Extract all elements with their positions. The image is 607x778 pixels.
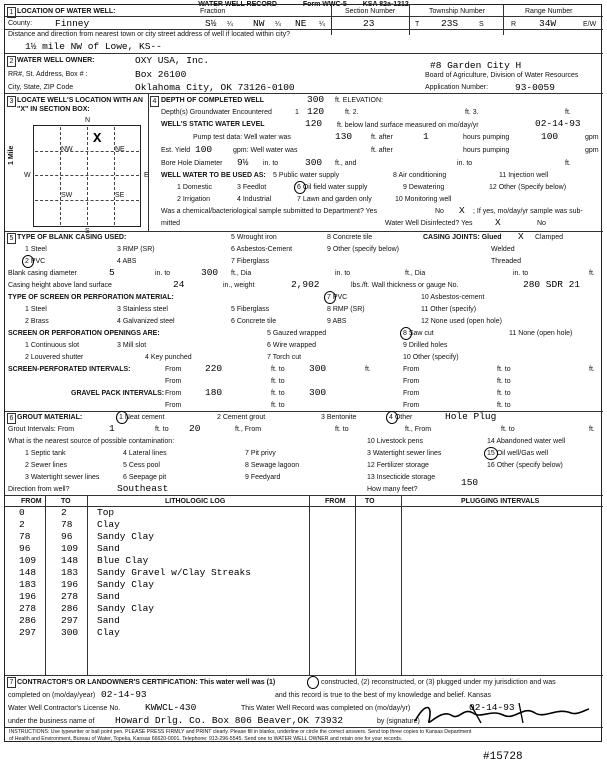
section-7-number: 7 xyxy=(7,677,16,688)
gw-ft-end: ft. xyxy=(565,109,571,116)
diam-in-to2: in. to xyxy=(513,270,529,277)
litho-to: 286 xyxy=(61,603,79,614)
grout-ft-end: ft. xyxy=(589,426,595,433)
section-3-number: 3 xyxy=(7,96,16,107)
litho-description: Clay xyxy=(97,627,120,638)
grout-ft-from: ft., From xyxy=(235,426,262,433)
casing-4: 4 ABS xyxy=(117,258,137,265)
perf-ft-to: ft. to xyxy=(271,366,285,373)
open-1: 1 Continuous slot xyxy=(25,342,80,349)
grout-4-circle xyxy=(386,411,398,424)
grout-from: 1 xyxy=(109,423,115,434)
weight-tail: lbs./ft. Wall thickness or gauge No. xyxy=(351,282,459,289)
table-row xyxy=(5,555,603,566)
document-number: #15728 xyxy=(483,751,523,763)
screen-7-circle xyxy=(324,291,336,304)
quad-nw: NW xyxy=(61,146,73,153)
litho-to: 148 xyxy=(61,555,79,566)
perf-from2-label: From xyxy=(403,366,420,373)
screen-1: 1 Steel xyxy=(25,306,47,313)
contam-8: 8 Sewage lagoon xyxy=(245,462,300,469)
use-4: 4 Industrial xyxy=(237,196,272,203)
use-9: 9 Dewatering xyxy=(403,184,445,191)
quad-ne: NE xyxy=(115,146,125,153)
height-label: Casing height above land surface xyxy=(8,282,112,289)
cert-line3a: Water Well Contractor's License No. xyxy=(8,705,121,712)
table-row xyxy=(5,579,603,590)
openings-label: SCREEN OR PERFORATION OPENINGS ARE: xyxy=(8,330,160,337)
litho-to: 2 xyxy=(61,507,67,518)
static-value: 120 xyxy=(305,118,323,129)
constructed-circle xyxy=(307,676,319,689)
gw-ft2: ft. 2. xyxy=(345,109,359,116)
use-6: 6 Oil field water supply xyxy=(297,184,368,191)
gauge-value: 280 SDR 21 xyxy=(523,279,581,290)
litho-to: 300 xyxy=(61,627,79,638)
litho-from: 96 xyxy=(19,543,31,554)
cert-line4a: under the business name of xyxy=(8,718,95,725)
use-12: 12 Other (Specify below) xyxy=(489,184,567,191)
perf-to: 300 xyxy=(309,363,327,374)
disinfect-x: X xyxy=(495,217,501,228)
well-name: #8 Garden City H xyxy=(430,60,522,71)
contam-12: 12 Fertilizer storage xyxy=(367,462,429,469)
open-5: 5 Gauzed wrapped xyxy=(267,330,327,337)
casing-6: 6 Asbestos-Cement xyxy=(231,246,293,253)
bore-in2: in. to xyxy=(457,160,473,167)
contam-4: 4 Lateral lines xyxy=(123,450,167,457)
yield-ft-after: ft. after xyxy=(371,147,393,154)
litho-from-header: FROM xyxy=(21,498,42,505)
litho-description: Sand xyxy=(97,543,120,554)
bore-value: 9½ xyxy=(237,157,249,168)
screen-3: 3 Stainless steel xyxy=(117,306,168,313)
pump-hours: 1 xyxy=(423,131,429,142)
mile-label: 1 Mile xyxy=(8,145,15,165)
chem-tail: ; If yes, mo/day/yr sample was sub- xyxy=(473,208,583,215)
owner-address: Box 26100 xyxy=(135,69,187,80)
compass-e: E xyxy=(144,172,149,179)
litho-from: 297 xyxy=(19,627,37,638)
screen-2: 2 Brass xyxy=(25,318,49,325)
grout-ft-to2: ft. to xyxy=(335,426,349,433)
height-value: 24 xyxy=(173,279,185,290)
owner-label: WATER WELL OWNER: xyxy=(17,57,95,64)
quarter-3: NE xyxy=(295,18,307,29)
litho-from: 286 xyxy=(19,615,37,626)
perf-from4-label: From xyxy=(403,378,420,385)
township-value: 23S xyxy=(441,18,459,29)
litho-from: 196 xyxy=(19,591,37,602)
distance-value: 1½ mile NW of Lowe, KS-- xyxy=(25,41,162,52)
perf-from3-label: From xyxy=(165,378,182,385)
use-6-circle xyxy=(294,181,306,194)
perf-ft-to3: ft. to xyxy=(271,378,285,385)
casing-8: 8 Concrete tile xyxy=(327,234,373,241)
litho-from: 78 xyxy=(19,531,31,542)
table-row xyxy=(5,615,603,626)
depth-label: DEPTH OF COMPLETED WELL xyxy=(161,97,265,104)
fraction-label: Fraction xyxy=(200,8,226,15)
screen-5: 5 Fiberglass xyxy=(231,306,270,313)
contam-15-circle xyxy=(484,447,498,460)
business-name: Howard Drlg. Co. Box 806 Beaver,OK 73932 xyxy=(115,715,344,726)
use-3: 3 Feedlot xyxy=(237,184,267,191)
joints-threaded: Threaded xyxy=(491,258,521,265)
well-location-x: X xyxy=(93,131,102,147)
yield-hours: hours pumping xyxy=(463,147,510,154)
perf-ft: ft. xyxy=(365,366,371,373)
bore-to: 300 xyxy=(305,157,323,168)
range-ew: E/W xyxy=(583,21,597,28)
open-8: 8 Saw cut xyxy=(403,330,434,337)
cert-line1a: CONTRACTOR'S OR LANDOWNER'S CERTIFICATION: This water well was (1) xyxy=(17,679,276,686)
gravel-to: 300 xyxy=(309,387,327,398)
contam-7: 7 Pit privy xyxy=(245,450,276,457)
use-10: 10 Monitoring well xyxy=(395,196,452,203)
perf-ft-to2: ft. to xyxy=(497,366,511,373)
rr-label: RR#, St. Address, Box # : xyxy=(8,71,88,78)
grout-2: 2 Cement grout xyxy=(217,414,266,421)
open-6: 6 Wire wrapped xyxy=(267,342,317,349)
screen-9: 9 ABS xyxy=(327,318,347,325)
bore-ft2: ft. xyxy=(565,160,571,167)
table-row xyxy=(5,543,603,554)
perf-from: 220 xyxy=(205,363,223,374)
joints-clamped: Clamped xyxy=(535,234,564,241)
direction-label: Direction from well? xyxy=(8,486,70,493)
joints-x: X xyxy=(518,231,524,242)
plug-header: PLUGGING INTERVALS xyxy=(461,498,540,505)
screen-label: TYPE OF SCREEN OR PERFORATION MATERIAL: xyxy=(8,294,174,301)
direction-value: Southeast xyxy=(117,483,169,494)
open-8-circle xyxy=(400,327,412,340)
litho-to: 196 xyxy=(61,579,79,590)
gravel-from4-label: From xyxy=(403,402,420,409)
pump-gpm: 100 xyxy=(541,131,559,142)
static-date: 02-14-93 xyxy=(535,118,581,129)
litho-description: Sand xyxy=(97,591,120,602)
grout-3: 3 Bentonite xyxy=(321,414,357,421)
grout-1-circle xyxy=(116,411,128,424)
section-5-number: 5 xyxy=(7,233,16,244)
use-label: WELL WATER TO BE USED AS: xyxy=(161,172,266,179)
casing-1: 1 Steel xyxy=(25,246,47,253)
cert-line3b: This Water Well Record was completed on (mo/day/yr) xyxy=(241,705,411,712)
yield-gpm2: gpm xyxy=(585,147,599,154)
gravel-label: GRAVEL PACK INTERVALS: xyxy=(71,390,165,397)
section-1-number: 1 xyxy=(7,7,16,18)
open-4: 4 Key punched xyxy=(145,354,192,361)
grout-ft-to3: ft. to xyxy=(501,426,515,433)
quad-sw: SW xyxy=(61,192,73,199)
table-row xyxy=(5,603,603,614)
use-5: 5 Public water supply xyxy=(273,172,340,179)
litho-to-header: TO xyxy=(61,498,71,505)
yield-label: Est. Yield xyxy=(161,147,191,154)
gravel-from3-label: From xyxy=(165,402,182,409)
gw-1-value: 120 xyxy=(307,106,325,117)
joints-welded: Welded xyxy=(491,246,515,253)
grout-ft-from2: ft., From xyxy=(405,426,432,433)
app-number: 93-0059 xyxy=(515,82,555,93)
screen-8: 8 RMP (SR) xyxy=(327,306,365,313)
gravel-from2-label: From xyxy=(403,390,420,397)
litho-description: Top xyxy=(97,507,115,518)
chem-no: No xyxy=(435,208,444,215)
litho-to: 96 xyxy=(61,531,73,542)
screen-12: 12 None used (open hole) xyxy=(421,318,502,325)
litho-to: 183 xyxy=(61,567,79,578)
diam-ft-end: ft. xyxy=(589,270,595,277)
screen-11: 11 Other (specify) xyxy=(421,306,477,313)
cert-line1b: constructed, (2) reconstructed, or (3) plugged under my jurisdiction and was xyxy=(321,679,556,686)
range-label: Range Number xyxy=(525,8,573,15)
range-value: 34W xyxy=(539,18,557,29)
chem-label: Was a chemical/bacteriological sample submitted to Department? Yes xyxy=(161,208,378,215)
instructions-line2: of Health and Environment, Bureau of Water, Topeka, Kansas 66620-0001. Telephone: 913-296-5545. Send one to WATER WELL OWNER and retain one for your records. xyxy=(9,736,403,742)
quarter-1: S½ xyxy=(205,18,217,29)
screen-6: 6 Concrete tile xyxy=(231,318,277,325)
contam-15: 15 Oil well/Gas well xyxy=(487,450,549,457)
use-7: 7 Lawn and garden only xyxy=(297,196,372,203)
open-2: 2 Louvered shutter xyxy=(25,354,84,361)
bore-in: in. to xyxy=(263,160,279,167)
county-label: County: xyxy=(8,20,33,27)
litho-from: 278 xyxy=(19,603,37,614)
joints-label: CASING JOINTS: Glued xyxy=(423,234,502,241)
contam-2: 2 Sewer lines xyxy=(25,462,68,469)
location-label: LOCATION OF WATER WELL: xyxy=(17,8,116,15)
open-7: 7 Torch cut xyxy=(267,354,302,361)
gw-1: 1 xyxy=(295,109,299,116)
county-value: Finney xyxy=(55,18,90,29)
section-4-number: 4 xyxy=(150,96,159,107)
compass-s: S xyxy=(85,228,90,235)
table-row xyxy=(5,519,603,530)
table-row xyxy=(5,507,603,518)
diam-label: Blank casing diameter xyxy=(8,270,77,277)
section-number-label: Section Number xyxy=(345,8,396,15)
gravel-ft-to3: ft. to xyxy=(271,402,285,409)
water-well-form xyxy=(4,4,602,742)
form-title: WATER WELL RECORD xyxy=(198,1,277,8)
weight-value: 2,902 xyxy=(291,279,320,290)
diam-ft-dia: ft., Dia xyxy=(405,270,426,277)
grout-int-label: Grout Intervals: From xyxy=(8,426,75,433)
perf-label: SCREEN-PERFORATED INTERVALS: xyxy=(8,366,131,373)
distance-label: Distance and direction from nearest town or city street address of well if located within city? xyxy=(8,31,291,38)
litho-from: 2 xyxy=(19,519,25,530)
height-in: in., weight xyxy=(223,282,255,289)
litho-description: Sandy Clay xyxy=(97,531,155,542)
depth-value: 300 xyxy=(307,94,325,105)
township-label: Township Number xyxy=(429,8,486,15)
diam-value: 5 xyxy=(109,267,115,278)
quarter-2: NW xyxy=(253,18,265,29)
pump-gpm-label: gpm xyxy=(585,134,599,141)
table-row xyxy=(5,567,603,578)
static-label: WELL'S STATIC WATER LEVEL xyxy=(161,121,265,128)
compass-w: W xyxy=(24,172,31,179)
elevation-label: ft. ELEVATION: xyxy=(335,97,383,104)
perf-from-label: From xyxy=(165,366,182,373)
diam-in: in. to xyxy=(155,270,171,277)
contam-11: 3 Watertight sewer lines xyxy=(367,450,442,457)
litho-description: Sandy Gravel w/Clay Streaks xyxy=(97,567,251,578)
diam-to: 300 xyxy=(201,267,219,278)
gravel-ft-to: ft. to xyxy=(271,390,285,397)
cert-line4b: by (signature) xyxy=(377,718,420,725)
compass-n: N xyxy=(85,117,91,124)
city-label: City, State, ZIP Code xyxy=(8,84,74,91)
bore-label: Bore Hole Diameter xyxy=(161,160,223,167)
locate-label: LOCATE WELL'S LOCATION WITH AN "X" IN SECTION BOX: xyxy=(17,97,143,113)
pump-label: Pump test data: Well water was xyxy=(193,134,291,141)
screen-10: 10 Asbestos-cement xyxy=(421,294,485,301)
grout-4: 4 Other xyxy=(389,414,413,421)
perf-ft2: ft. xyxy=(589,366,595,373)
gravel-ft-to2: ft. to xyxy=(497,390,511,397)
diam-ft: ft., Dia xyxy=(231,270,252,277)
litho-from: 183 xyxy=(19,579,37,590)
open-3: 3 Mill slot xyxy=(117,342,147,349)
signature xyxy=(411,701,591,727)
pump-ww: 130 xyxy=(335,131,353,142)
use-11: 11 Injection well xyxy=(499,172,549,179)
litho-from: 109 xyxy=(19,555,37,566)
chem-x: X xyxy=(459,205,465,216)
casing-3: 3 RMP (SR) xyxy=(117,246,155,253)
grout-1: 1 Neat cement xyxy=(119,414,165,421)
contam-3: 3 Watertight sewer lines xyxy=(25,474,100,481)
diam-in-to: in. to xyxy=(335,270,351,277)
contam-10: 10 Livestock pens xyxy=(367,438,424,445)
contam-6: 6 Seepage pit xyxy=(123,474,167,481)
cert-line2a: completed on (mo/day/year) xyxy=(8,692,96,699)
open-10: 10 Other (specify) xyxy=(403,354,459,361)
table-row xyxy=(5,531,603,542)
contam-5: 5 Cess pool xyxy=(123,462,160,469)
casing-9: 9 Other (specify below) xyxy=(327,246,399,253)
casing-label: TYPE OF BLANK CASING USED: xyxy=(17,234,127,241)
litho-to: 297 xyxy=(61,615,79,626)
use-2: 2 Irrigation xyxy=(177,196,211,203)
screen-4: 4 Galvanized steel xyxy=(117,318,175,325)
gw-ft3: ft. 3. xyxy=(465,109,479,116)
grout-ft-to: ft. to xyxy=(155,426,169,433)
litho-to: 109 xyxy=(61,543,79,554)
board-label: Board of Agriculture, Division of Water Resources xyxy=(425,72,579,79)
use-8: 8 Air conditioning xyxy=(393,172,447,179)
contam-16: 16 Other (specify below) xyxy=(487,462,563,469)
static-tail: ft. below land surface measured on mo/day/yr xyxy=(337,122,479,129)
pump-hours-label: hours pumping xyxy=(463,134,510,141)
how-many-value: 150 xyxy=(461,477,479,488)
range-r: R xyxy=(511,21,517,28)
casing-5: 5 Wrought iron xyxy=(231,234,277,241)
contam-13: 13 Insecticide storage xyxy=(367,474,436,481)
quad-se: SE xyxy=(115,192,125,199)
litho-description: Blue Clay xyxy=(97,555,149,566)
how-many-label: How many feet? xyxy=(367,486,418,493)
perf-ft-to4: ft. to xyxy=(497,378,511,385)
litho-from: 0 xyxy=(19,507,25,518)
contam-1: 1 Septic tank xyxy=(25,450,66,457)
casing-7: 7 Fiberglass xyxy=(231,258,270,265)
litho-description: Sandy Clay xyxy=(97,603,155,614)
grout-label: GROUT MATERIAL: xyxy=(17,414,83,421)
litho-description: Sandy Clay xyxy=(97,579,155,590)
gravel-from-label: From xyxy=(165,390,182,397)
grout-to: 20 xyxy=(189,423,201,434)
litho-from: 148 xyxy=(19,567,37,578)
yield-gpm: gpm: Well water was xyxy=(233,147,298,154)
chem-mitted: mitted xyxy=(161,220,181,227)
app-label: Application Number: xyxy=(425,84,489,91)
contam-9: 9 Feedyard xyxy=(245,474,281,481)
completed-date: 02-14-93 xyxy=(101,689,147,700)
plug-from-header: FROM xyxy=(325,498,346,505)
quarter-sym-3: ¼ xyxy=(319,21,325,28)
screen-7: 7 PVC xyxy=(327,294,348,301)
litho-log-header: LITHOLOGIC LOG xyxy=(165,498,226,505)
license-number: KWWCL-430 xyxy=(145,702,197,713)
litho-description: Clay xyxy=(97,519,120,530)
quarter-sym-2: ¼ xyxy=(275,21,281,28)
record-date: 02-14-93 xyxy=(469,702,515,713)
litho-to: 278 xyxy=(61,591,79,602)
section-value: 23 xyxy=(363,18,375,29)
gravel-from: 180 xyxy=(205,387,223,398)
pump-ft-after: ft. after xyxy=(371,134,393,141)
quarter-sym-1: ¼ xyxy=(227,21,233,28)
litho-description: Sand xyxy=(97,615,120,626)
ksa-number: KSA 82a-1212 xyxy=(362,1,409,8)
grout-other: Hole Plug xyxy=(445,411,497,422)
cert-line2b: and this record is true to the best of my knowledge and belief. Kansas xyxy=(275,692,491,699)
casing-2: 2 PVC xyxy=(25,258,46,265)
disinfect-no: No xyxy=(537,220,546,227)
casing-2-circle xyxy=(22,255,34,268)
open-9: 9 Drilled holes xyxy=(403,342,448,349)
owner-name: OXY USA, Inc. xyxy=(135,55,210,66)
disinfect-label: Water Well Disinfected? Yes xyxy=(385,220,473,227)
litho-to: 78 xyxy=(61,519,73,530)
table-row xyxy=(5,591,603,602)
township-t: T xyxy=(415,21,420,28)
gw-label: Depth(s) Groundwater Encountered xyxy=(161,109,272,116)
instructions-line1: INSTRUCTIONS: Use typewriter or ball point pen. PLEASE PRESS FIRMLY and PRINT clearly. Please fill in blanks, underline or circle the correct answers. Send top three copies to Kansas Department xyxy=(9,729,472,735)
table-row xyxy=(5,627,603,638)
owner-city: Oklahoma City, OK 73126-0100 xyxy=(135,82,295,93)
contam-label: What is the nearest source of possible contamination: xyxy=(8,438,175,445)
open-11: 11 None (open hole) xyxy=(509,330,573,337)
contam-14: 14 Abandoned water well xyxy=(487,438,566,445)
township-s: S xyxy=(479,21,484,28)
yield-value: 100 xyxy=(195,144,213,155)
form-number: Form WWC-5 xyxy=(302,1,347,8)
plug-to-header: TO xyxy=(365,498,375,505)
section-6-number: 6 xyxy=(7,413,16,424)
gravel-ft-to4: ft. to xyxy=(497,402,511,409)
use-1: 1 Domestic xyxy=(177,184,213,191)
section-2-number: 2 xyxy=(7,56,16,67)
bore-ft: ft., and xyxy=(335,160,357,167)
